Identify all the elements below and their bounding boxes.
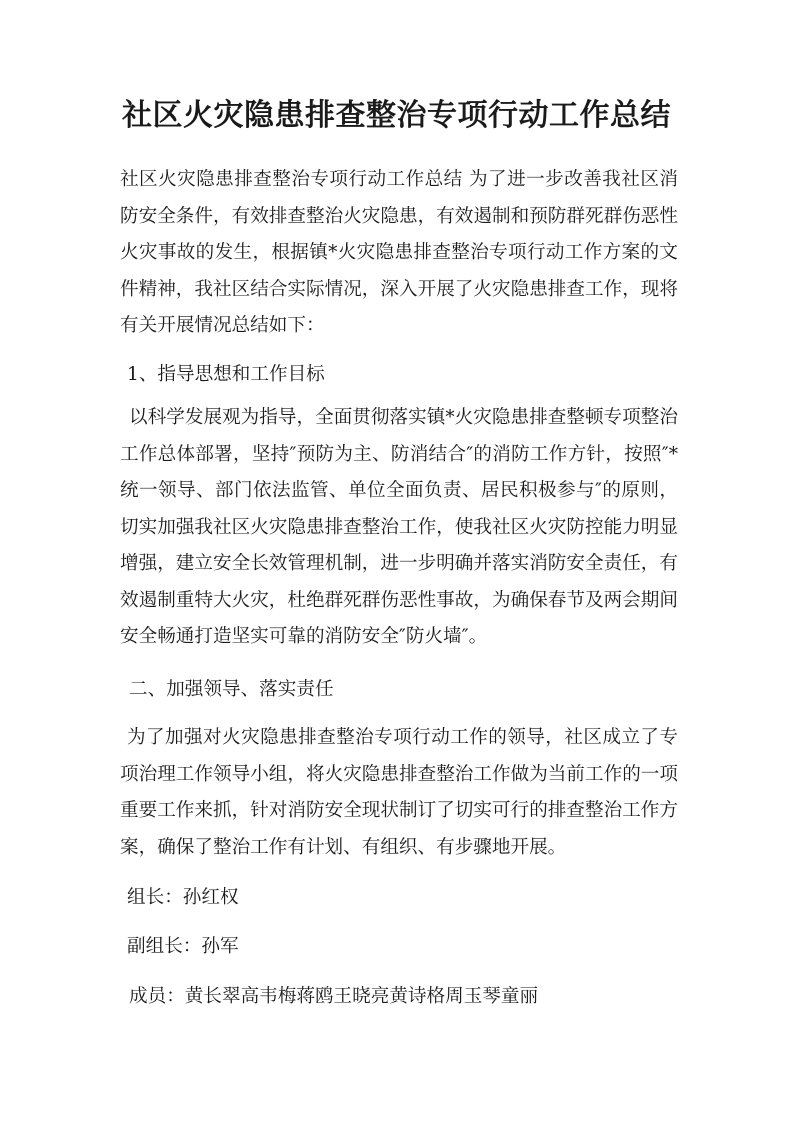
deputy-leader-line: 副组长：孙军 bbox=[127, 936, 239, 957]
section-1-paragraph: 以科学发展观为指导，全面贯彻落实镇*火灾隐患排查整顿专项整治工作总体部署，坚持″预防为主、防消结合″的消防工作方针，按照″*统一领导、部门依法监管、单位全面负责、居民积极参与″的原则，切实加强我社区火灾隐患排查整治工作，使我社区火灾防控能力明显增强，建立安全长效管理机制，进一步明确并落实消防安全责任，有效遏制重特大火灾，杜绝群死群伤恶性事故，为确保春节及两会期间安全畅通打造坚实可靠的消防安全″防火墙″。 bbox=[120, 407, 678, 647]
document-title: 社区火灾隐患排查整治专项行动工作总结 bbox=[122, 98, 671, 133]
intro-paragraph: 社区火灾隐患排查整治专项行动工作总结 为了进一步改善我社区消防安全条件，有效排查整治火灾隐患，有效遏制和预防群死群伤恶性火灾事故的发生，根据镇*火灾隐患排查整治专项行动工作方案的文件精神，我社区结合实际情况，深入开展了火灾隐患排查工作，现将有关开展情况总结如下： bbox=[120, 169, 678, 336]
section-2-heading: 二、加强领导、落实责任 bbox=[129, 679, 334, 700]
section-1-heading: 1、指导思想和工作目标 bbox=[127, 364, 325, 385]
section-2-paragraph: 为了加强对火灾隐患排查整治专项行动工作的领导，社区成立了专项治理工作领导小组，将火灾隐患排查整治工作做为当前工作的一项重要工作来抓，针对消防安全现状制订了切实可行的排查整治工作方案，确保了整治工作有计划、有组织、有步骤地开展。 bbox=[120, 727, 678, 858]
leader-line: 组长：孙红权 bbox=[127, 887, 239, 908]
members-line: 成员：黄长翠高韦梅蒋鸥王晓亮黄诗格周玉琴童丽 bbox=[129, 986, 539, 1007]
